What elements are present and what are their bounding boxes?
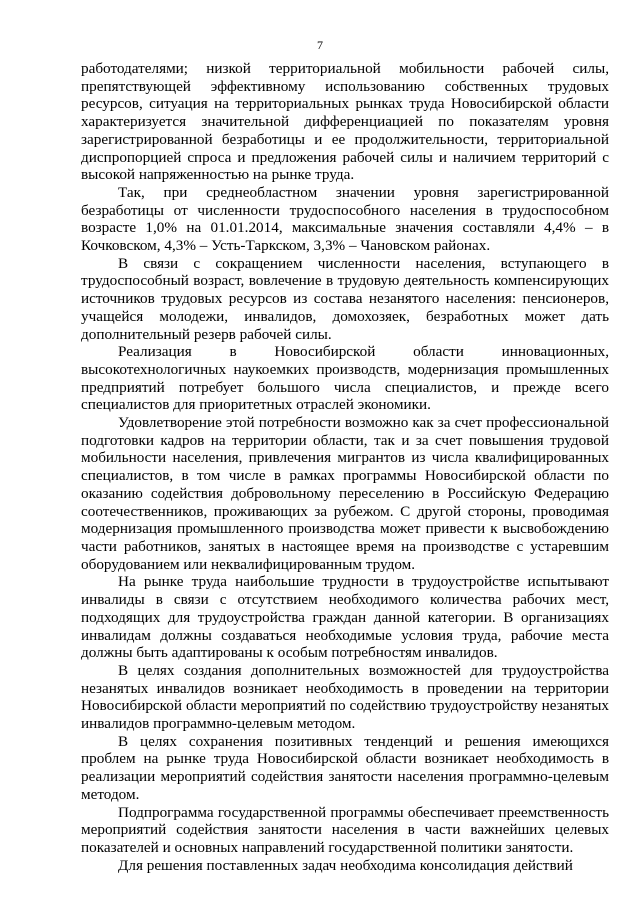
paragraph: Так, при среднеобластном значении уровня зарегистрированной безработицы от численности трудоспособного населения в трудоспособном возрасте 1,0% на 01.01.2014, максимальные значения составляли 4,4% – в Кочковском, 4,3% – Усть-Таркском, 3,3% – Чановском районах.	[81, 183, 609, 255]
paragraph: На рынке труда наибольшие трудности в трудоустройстве испытывают инвалиды в связи с отсутствием необходимого количества рабочих мест, подходящих для трудоустройства граждан данной категории. В организациях инвалидам должны создаваться необходимые условия труда, рабочие места должны быть адаптированы к особым потребностям инвалидов.	[81, 573, 609, 662]
paragraph: Реализация в Новосибирской области инновационных, высокотехнологичных наукоемких производств, модернизация промышленных предприятий потребует большого числа специалистов, и прежде всего специалистов для приоритетных отраслей экономики.	[81, 343, 609, 414]
paragraph: В целях создания дополнительных возможностей для трудоустройства незанятых инвалидов возникает необходимость в проведении на территории Новосибирской области мероприятий по содействию трудоустройству незанятых инвалидов программно-целевым методом.	[81, 661, 609, 733]
paragraph: В связи с сокращением численности населения, вступающего в трудоспособный возраст, вовлечение в трудовую деятельность компенсирующих источников трудовых ресурсов из состава незанятого населения: пенсионеров, учащейся молодежи, инвалидов, домохозяек, безработных может дать дополнительный резерв рабочей силы.	[81, 254, 609, 343]
body-text	[81, 60, 609, 874]
paragraph: работодателями; низкой территориальной мобильности рабочей силы, препятствующей эффективному использованию собственных трудовых ресурсов, ситуация на территориальных рынках труда Новосибирской области характеризуется значительной дифференциацией по показателям уровня зарегистрированной безработицы и ее продолжительности, территориальной диспропорцией спроса и предложения рабочей силы и наличием территорий с высокой напряженностью на рынке труда.	[81, 60, 609, 184]
paragraph: Подпрограмма государственной программы обеспечивает преемственность мероприятий содействия занятости населения в части важнейших целевых показателей и основных направлений государственной политики занятости.	[81, 803, 609, 856]
page-number: 7	[317, 38, 323, 52]
paragraph: В целях сохранения позитивных тенденций и решения имеющихся проблем на рынке труда Новосибирской области возникает необходимость в реализации мероприятий содействия занятости населения программно-целевым методом.	[81, 732, 609, 803]
paragraph: Удовлетворение этой потребности возможно как за счет профессиональной подготовки кадров на территории области, так и за счет повышения трудовой мобильности населения, привлечения мигрантов из числа квалифицированных специалистов, в том числе в рамках программы Новосибирской области по оказанию содействия добровольному переселению в Российскую Федерацию соотечественников, проживающих за рубежом. С другой стороны, проводимая модернизация промышленного производства может привести к высвобождению части работников, занятых в настоящее время на производстве с устаревшим оборудованием или неквалифицированным трудом.	[81, 414, 609, 573]
paragraph: Для решения поставленных задач необходима консолидация действий	[118, 856, 573, 874]
